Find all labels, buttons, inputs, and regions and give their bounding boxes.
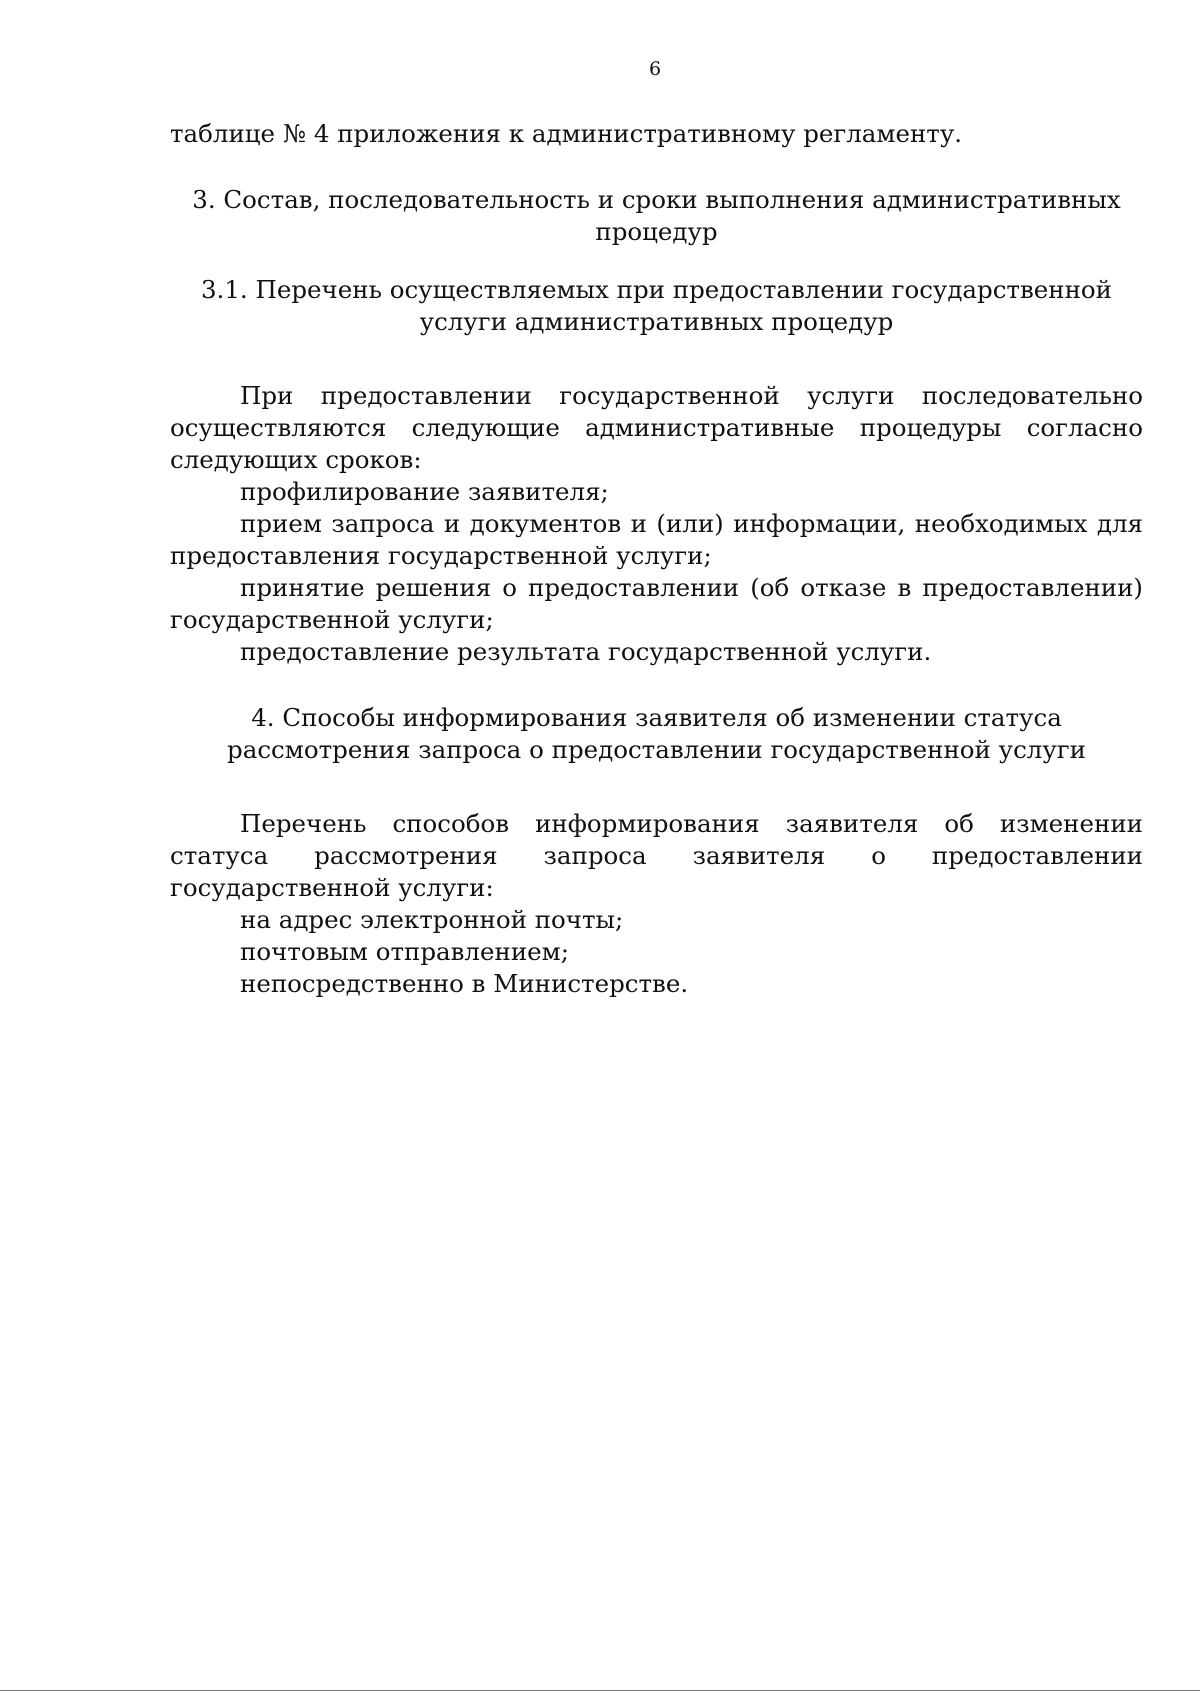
scan-edge-line: [0, 1690, 1200, 1691]
method-item: на адрес электронной почты;: [240, 905, 624, 934]
procedure-item: профилирование заявителя;: [240, 477, 609, 506]
page-number: 6: [648, 58, 662, 80]
method-item: почтовым отправлением;: [240, 937, 569, 966]
section-4-heading: 4. Способы информирования заявителя об изменении статуса рассмотрения запроса о предоставлении государственной услуги: [227, 703, 1086, 764]
section-3-heading: 3. Состав, последовательность и сроки выполнения административных процедур: [192, 185, 1121, 246]
method-item: непосредственно в Министерстве.: [240, 969, 689, 998]
procedure-item: предоставление результата государственной услуги.: [240, 637, 932, 666]
section-4-intro: Перечень способов информирования заявителя об изменении статуса рассмотрения запроса заявителя о предоставлении государственной услуги:: [170, 809, 1143, 902]
continuation-text: таблице № 4 приложения к административному регламенту.: [170, 119, 963, 148]
procedure-item: прием запроса и документов и (или) информации, необходимых для предоставления государственной услуги;: [170, 509, 1143, 570]
procedure-item: принятие решения о предоставлении (об отказе в предоставлении) государственной услуги;: [170, 573, 1143, 634]
section-3-1-intro: При предоставлении государственной услуги последовательно осуществляются следующие административные процедуры согласно следующих сроков:: [170, 381, 1143, 474]
section-3-1-heading: 3.1. Перечень осуществляемых при предоставлении государственной услуги административных процедур: [200, 275, 1113, 336]
document-body: [170, 118, 1143, 1000]
